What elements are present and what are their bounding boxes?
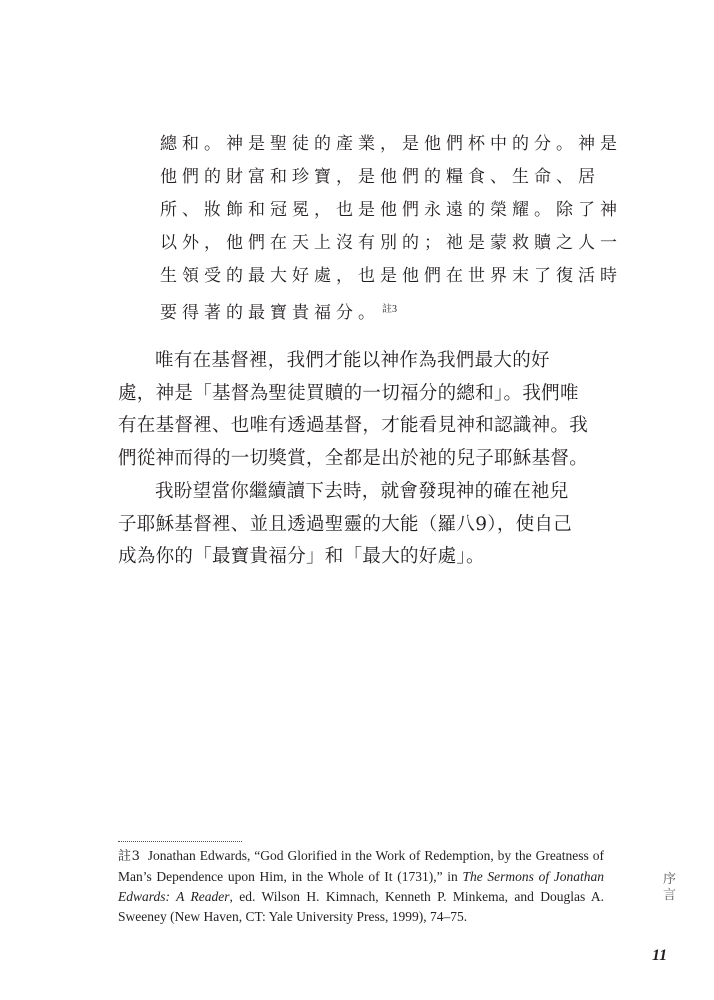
page-number: 11	[652, 947, 668, 964]
paragraph-line: 我盼望當你繼續讀下去時，就會發現神的確在祂兒	[155, 481, 569, 502]
paragraph-line: 處，神是「基督為聖徒買贖的一切福分的總和」。我們唯	[118, 382, 579, 404]
footnote-text-2: , ed. Wilson H. Kimnach, Kenneth P. Minkema, and Douglas A. Sweeney (New Haven, CT: Yale University Press, 1999), 74–75.	[118, 889, 605, 924]
paragraph-line: 子耶穌基督裡、並且透過聖靈的大能（羅八9），使自己	[118, 513, 573, 535]
footnote-text-1: Jonathan Edwards, “God Glorified in the Work of Redemption, by the Greatness of Man’s Dependence upon Him, in the Whole of It (1731),” in	[118, 848, 605, 884]
footnote-book-title: The Sermons of Jonathan Edwards: A Reader	[118, 869, 604, 904]
quote-line: 他們的財富和珍寶，是他們的糧食、生命、居	[160, 167, 600, 187]
quote-line-last	[160, 293, 580, 330]
footnote-label: 註3	[118, 849, 140, 864]
paragraph-line: 們從神而得的一切獎賞，全都是出於祂的兒子耶穌基督。	[118, 447, 589, 469]
quote-line: 總和。神是聖徒的產業，是他們杯中的分。神是	[160, 134, 622, 154]
quote-line: 所、妝飾和冠冕，也是他們永遠的榮耀。除了神	[160, 200, 622, 220]
paragraph-line: 成為你的「最寶貴福分」和「最大的好處」。	[118, 546, 485, 567]
quote-line-text: 要得著的最寶貴福分。	[160, 303, 380, 323]
section-label-char: 言	[663, 888, 677, 903]
block-quote	[160, 128, 622, 330]
footnote	[118, 846, 604, 927]
footnote-divider	[118, 841, 242, 842]
quote-line: 生領受的最大好處，也是他們在世界末了復活時	[160, 266, 622, 286]
section-label-char: 序	[663, 872, 677, 887]
paragraph-line: 有在基督裡、也唯有透過基督，才能看見神和認識神。我	[118, 415, 589, 436]
quote-line: 以外，他們在天上沒有別的；祂是蒙救贖之人一	[160, 233, 622, 253]
paragraph-line: 唯有在基督裡，我們才能以神作為我們最大的好	[155, 350, 550, 371]
section-label	[663, 872, 677, 904]
paragraph-1	[118, 345, 608, 475]
footnote-reference[interactable]: 註3	[382, 304, 397, 315]
paragraph-2	[118, 476, 608, 574]
